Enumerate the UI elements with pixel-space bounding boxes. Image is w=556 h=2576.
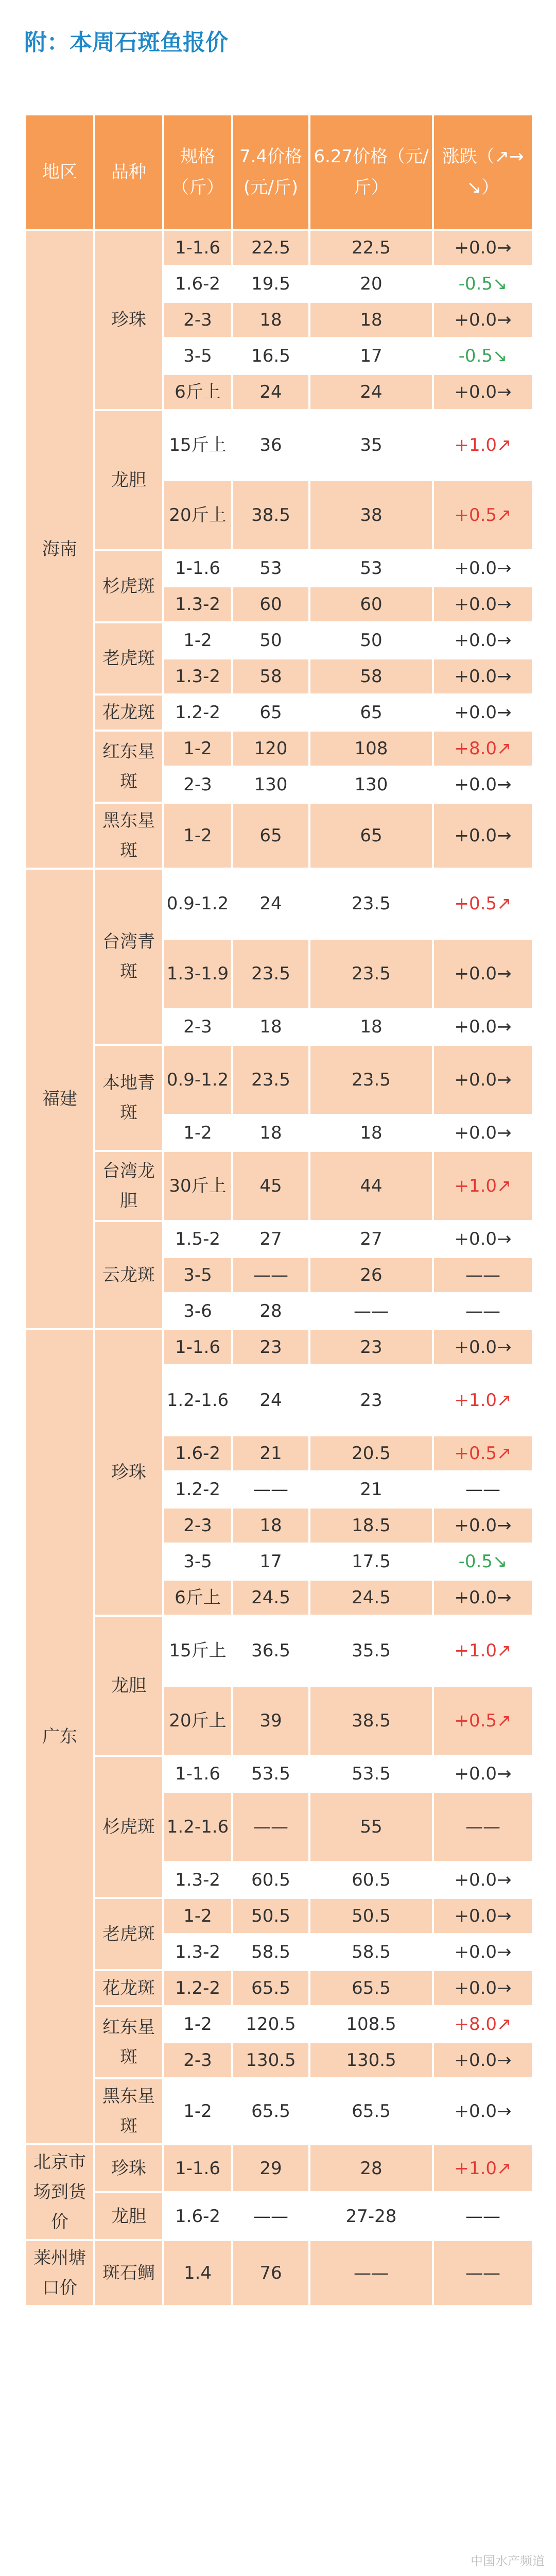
change-cell: —— [433, 2192, 533, 2240]
change-cell: +0.0→ [433, 302, 533, 338]
price-previous-cell: 26 [309, 1257, 433, 1293]
variety-cell: 杉虎斑 [94, 550, 163, 622]
variety-cell: 台湾龙胆 [94, 1151, 163, 1221]
spec-cell: 2-3 [163, 1009, 232, 1045]
price-current-cell: 23.5 [232, 939, 309, 1009]
spec-cell: 1-1.6 [163, 1756, 232, 1792]
spec-cell: 1.2-1.6 [163, 1365, 232, 1435]
price-current-cell: 18 [232, 1115, 309, 1151]
change-cell: +0.0→ [433, 1756, 533, 1792]
table-body [25, 230, 533, 2306]
price-current-cell: 130.5 [232, 2042, 309, 2078]
spec-cell: 2-3 [163, 2042, 232, 2078]
price-current-cell: —— [232, 1257, 309, 1293]
change-cell: +0.0→ [433, 1009, 533, 1045]
spec-cell: 6斤上 [163, 1580, 232, 1616]
variety-cell: 杉虎斑 [94, 1756, 163, 1898]
change-cell: +8.0↗ [433, 731, 533, 767]
price-previous-cell: 44 [309, 1151, 433, 1221]
variety-cell: 老虎斑 [94, 622, 163, 694]
change-cell: +0.0→ [433, 2042, 533, 2078]
price-previous-cell: 20 [309, 266, 433, 302]
variety-cell: 本地青斑 [94, 1045, 163, 1151]
spec-cell: 15斤上 [163, 1616, 232, 1686]
price-current-cell: 24 [232, 1365, 309, 1435]
change-cell: —— [433, 1257, 533, 1293]
variety-cell: 龙胆 [94, 1616, 163, 1756]
header-change: 涨跌（↗→↘） [433, 114, 533, 230]
variety-cell: 珍珠 [94, 230, 163, 410]
change-cell: +0.0→ [433, 1898, 533, 1934]
table-row [25, 550, 533, 586]
price-current-cell: 28 [232, 1293, 309, 1329]
price-current-cell: 53 [232, 550, 309, 586]
page-title: 附：本周石斑鱼报价 [24, 29, 228, 56]
price-current-cell: 58 [232, 658, 309, 694]
spec-cell: 30斤上 [163, 1151, 232, 1221]
watermark: 中国水产频道 [471, 2554, 545, 2568]
spec-cell: 1.3-2 [163, 1934, 232, 1970]
change-cell: +0.0→ [433, 550, 533, 586]
price-previous-cell: 60.5 [309, 1862, 433, 1898]
change-cell: +0.0→ [433, 2078, 533, 2144]
change-cell: +0.5↗ [433, 1686, 533, 1756]
change-cell: +0.0→ [433, 1329, 533, 1365]
spec-cell: 1.2-1.6 [163, 1792, 232, 1862]
price-current-cell: 36 [232, 410, 309, 480]
price-previous-cell: 18 [309, 302, 433, 338]
price-current-cell: 18 [232, 302, 309, 338]
spec-cell: 6斤上 [163, 374, 232, 410]
price-previous-cell: 20.5 [309, 1435, 433, 1471]
variety-cell: 黑东星斑 [94, 803, 163, 869]
change-cell: +0.0→ [433, 1115, 533, 1151]
price-previous-cell: 50.5 [309, 1898, 433, 1934]
spec-cell: 15斤上 [163, 410, 232, 480]
change-cell: +1.0↗ [433, 2144, 533, 2192]
change-cell: +0.5↗ [433, 1435, 533, 1471]
change-cell: +1.0↗ [433, 1616, 533, 1686]
spec-cell: 1.2-2 [163, 694, 232, 731]
change-cell: —— [433, 1792, 533, 1862]
price-previous-cell: 28 [309, 2144, 433, 2192]
table-row [25, 1970, 533, 2006]
change-cell: +0.0→ [433, 939, 533, 1009]
change-cell: +0.0→ [433, 1970, 533, 2006]
variety-cell: 老虎斑 [94, 1898, 163, 1970]
variety-cell: 珍珠 [94, 2144, 163, 2192]
spec-cell: 1-2 [163, 1115, 232, 1151]
price-previous-cell: 38.5 [309, 1686, 433, 1756]
price-current-cell: 120 [232, 731, 309, 767]
spec-cell: 1.3-2 [163, 658, 232, 694]
price-current-cell: 21 [232, 1435, 309, 1471]
spec-cell: 1.6-2 [163, 1435, 232, 1471]
table-row [25, 2192, 533, 2240]
spec-cell: 1.2-2 [163, 1970, 232, 2006]
spec-cell: 20斤上 [163, 480, 232, 550]
variety-cell: 红东星斑 [94, 2006, 163, 2078]
price-current-cell: 65.5 [232, 2078, 309, 2144]
region-cell: 海南 [25, 230, 94, 869]
variety-cell: 斑石鲷 [94, 2240, 163, 2306]
price-current-cell: 60 [232, 586, 309, 622]
table-row [25, 622, 533, 658]
table-row [25, 1616, 533, 1686]
region-cell: 北京市场到货价 [25, 2144, 94, 2240]
change-cell: +0.5↗ [433, 480, 533, 550]
spec-cell: 1-2 [163, 2078, 232, 2144]
price-current-cell: 76 [232, 2240, 309, 2306]
price-previous-cell: 108 [309, 731, 433, 767]
table-row [25, 1045, 533, 1115]
price-current-cell: 27 [232, 1221, 309, 1257]
spec-cell: 1-2 [163, 622, 232, 658]
change-cell: —— [433, 1471, 533, 1507]
spec-cell: 1.3-1.9 [163, 939, 232, 1009]
table-row [25, 1756, 533, 1792]
price-table [24, 113, 534, 2307]
price-current-cell: 120.5 [232, 2006, 309, 2042]
header-price-previous: 6.27价格（元/斤） [309, 114, 433, 230]
change-cell: +0.0→ [433, 586, 533, 622]
price-current-cell: —— [232, 2192, 309, 2240]
price-previous-cell: 38 [309, 480, 433, 550]
price-previous-cell: 65.5 [309, 1970, 433, 2006]
change-cell: +0.0→ [433, 1934, 533, 1970]
spec-cell: 1.2-2 [163, 1471, 232, 1507]
header-variety: 品种 [94, 114, 163, 230]
change-cell: +0.0→ [433, 694, 533, 731]
price-previous-cell: 53 [309, 550, 433, 586]
spec-cell: 2-3 [163, 302, 232, 338]
price-previous-cell: 50 [309, 622, 433, 658]
change-cell: +0.0→ [433, 1507, 533, 1544]
price-current-cell: 50 [232, 622, 309, 658]
spec-cell: 3-5 [163, 1544, 232, 1580]
price-previous-cell: 55 [309, 1792, 433, 1862]
change-cell: +0.5↗ [433, 869, 533, 939]
table-row [25, 1221, 533, 1257]
table-row [25, 2144, 533, 2192]
change-cell: +0.0→ [433, 1862, 533, 1898]
price-previous-cell: 65.5 [309, 2078, 433, 2144]
variety-cell: 红东星斑 [94, 731, 163, 803]
change-cell: +0.0→ [433, 767, 533, 803]
change-cell: +0.0→ [433, 658, 533, 694]
price-previous-cell: 60 [309, 586, 433, 622]
change-cell: -0.5↘ [433, 1544, 533, 1580]
change-cell: -0.5↘ [433, 266, 533, 302]
spec-cell: 1-1.6 [163, 230, 232, 266]
variety-cell: 龙胆 [94, 410, 163, 550]
region-cell: 福建 [25, 869, 94, 1329]
price-current-cell: 38.5 [232, 480, 309, 550]
price-previous-cell: 130.5 [309, 2042, 433, 2078]
variety-cell: 花龙斑 [94, 1970, 163, 2006]
price-current-cell: 23.5 [232, 1045, 309, 1115]
price-previous-cell: 53.5 [309, 1756, 433, 1792]
variety-cell: 云龙斑 [94, 1221, 163, 1329]
price-current-cell: 19.5 [232, 266, 309, 302]
price-previous-cell: 130 [309, 767, 433, 803]
spec-cell: 1-1.6 [163, 550, 232, 586]
price-previous-cell: 23 [309, 1365, 433, 1435]
change-cell: +8.0↗ [433, 2006, 533, 2042]
change-cell: +0.0→ [433, 622, 533, 658]
price-current-cell: 60.5 [232, 1862, 309, 1898]
price-previous-cell: 18 [309, 1115, 433, 1151]
region-cell: 广东 [25, 1329, 94, 2144]
change-cell: -0.5↘ [433, 338, 533, 374]
variety-cell: 龙胆 [94, 2192, 163, 2240]
price-current-cell: 50.5 [232, 1898, 309, 1934]
spec-cell: 1-1.6 [163, 2144, 232, 2192]
price-current-cell: 36.5 [232, 1616, 309, 1686]
price-previous-cell: 27-28 [309, 2192, 433, 2240]
table-row [25, 230, 533, 266]
price-previous-cell: 58 [309, 658, 433, 694]
price-previous-cell: 35 [309, 410, 433, 480]
price-current-cell: 65 [232, 803, 309, 869]
table-row [25, 2240, 533, 2306]
change-cell: —— [433, 2240, 533, 2306]
spec-cell: 2-3 [163, 1507, 232, 1544]
price-previous-cell: 23.5 [309, 939, 433, 1009]
price-previous-cell: —— [309, 2240, 433, 2306]
price-current-cell: 22.5 [232, 230, 309, 266]
price-current-cell: —— [232, 1792, 309, 1862]
price-current-cell: 16.5 [232, 338, 309, 374]
region-cell: 莱州塘口价 [25, 2240, 94, 2306]
table-header-row [25, 114, 533, 230]
spec-cell: 1-2 [163, 731, 232, 767]
price-current-cell: 24 [232, 374, 309, 410]
price-previous-cell: 24 [309, 374, 433, 410]
price-previous-cell: 23.5 [309, 869, 433, 939]
change-cell: +1.0↗ [433, 410, 533, 480]
spec-cell: 1.4 [163, 2240, 232, 2306]
table-row [25, 731, 533, 767]
change-cell: +0.0→ [433, 1221, 533, 1257]
header-spec: 规格（斤） [163, 114, 232, 230]
price-previous-cell: 65 [309, 694, 433, 731]
price-previous-cell: 21 [309, 1471, 433, 1507]
spec-cell: 1.3-2 [163, 1862, 232, 1898]
price-table-container [24, 113, 532, 2307]
price-previous-cell: 23 [309, 1329, 433, 1365]
header-region: 地区 [25, 114, 94, 230]
price-previous-cell: —— [309, 1293, 433, 1329]
price-current-cell: 53.5 [232, 1756, 309, 1792]
price-current-cell: 18 [232, 1009, 309, 1045]
price-previous-cell: 65 [309, 803, 433, 869]
spec-cell: 1-2 [163, 803, 232, 869]
price-previous-cell: 23.5 [309, 1045, 433, 1115]
spec-cell: 1.5-2 [163, 1221, 232, 1257]
spec-cell: 1.6-2 [163, 266, 232, 302]
table-row [25, 2006, 533, 2042]
variety-cell: 台湾青斑 [94, 869, 163, 1045]
table-row [25, 803, 533, 869]
change-cell: +0.0→ [433, 230, 533, 266]
spec-cell: 0.9-1.2 [163, 1045, 232, 1115]
table-row [25, 869, 533, 939]
spec-cell: 3-5 [163, 338, 232, 374]
price-current-cell: 29 [232, 2144, 309, 2192]
price-current-cell: 130 [232, 767, 309, 803]
variety-cell: 花龙斑 [94, 694, 163, 731]
spec-cell: 1-2 [163, 1898, 232, 1934]
change-cell: +0.0→ [433, 803, 533, 869]
header-price-current: 7.4价格(元/斤) [232, 114, 309, 230]
spec-cell: 20斤上 [163, 1686, 232, 1756]
table-row [25, 694, 533, 731]
price-current-cell: 58.5 [232, 1934, 309, 1970]
change-cell: +0.0→ [433, 1045, 533, 1115]
price-current-cell: 23 [232, 1329, 309, 1365]
price-previous-cell: 18.5 [309, 1507, 433, 1544]
price-previous-cell: 27 [309, 1221, 433, 1257]
price-current-cell: 18 [232, 1507, 309, 1544]
spec-cell: 1-2 [163, 2006, 232, 2042]
table-row [25, 2078, 533, 2144]
spec-cell: 1-1.6 [163, 1329, 232, 1365]
spec-cell: 1.3-2 [163, 586, 232, 622]
change-cell: +0.0→ [433, 1580, 533, 1616]
price-current-cell: 24.5 [232, 1580, 309, 1616]
spec-cell: 3-6 [163, 1293, 232, 1329]
variety-cell: 黑东星斑 [94, 2078, 163, 2144]
price-previous-cell: 17 [309, 338, 433, 374]
change-cell: +0.0→ [433, 374, 533, 410]
price-previous-cell: 58.5 [309, 1934, 433, 1970]
spec-cell: 3-5 [163, 1257, 232, 1293]
price-current-cell: —— [232, 1471, 309, 1507]
price-current-cell: 65 [232, 694, 309, 731]
price-previous-cell: 108.5 [309, 2006, 433, 2042]
table-row [25, 1329, 533, 1365]
table-row [25, 1151, 533, 1221]
price-current-cell: 65.5 [232, 1970, 309, 2006]
price-previous-cell: 22.5 [309, 230, 433, 266]
price-current-cell: 17 [232, 1544, 309, 1580]
spec-cell: 0.9-1.2 [163, 869, 232, 939]
change-cell: +1.0↗ [433, 1365, 533, 1435]
price-current-cell: 24 [232, 869, 309, 939]
price-previous-cell: 24.5 [309, 1580, 433, 1616]
change-cell: —— [433, 1293, 533, 1329]
table-row [25, 1898, 533, 1934]
variety-cell: 珍珠 [94, 1329, 163, 1616]
price-previous-cell: 18 [309, 1009, 433, 1045]
price-previous-cell: 17.5 [309, 1544, 433, 1580]
spec-cell: 1.6-2 [163, 2192, 232, 2240]
spec-cell: 2-3 [163, 767, 232, 803]
price-previous-cell: 35.5 [309, 1616, 433, 1686]
price-current-cell: 39 [232, 1686, 309, 1756]
table-row [25, 410, 533, 480]
change-cell: +1.0↗ [433, 1151, 533, 1221]
price-current-cell: 45 [232, 1151, 309, 1221]
